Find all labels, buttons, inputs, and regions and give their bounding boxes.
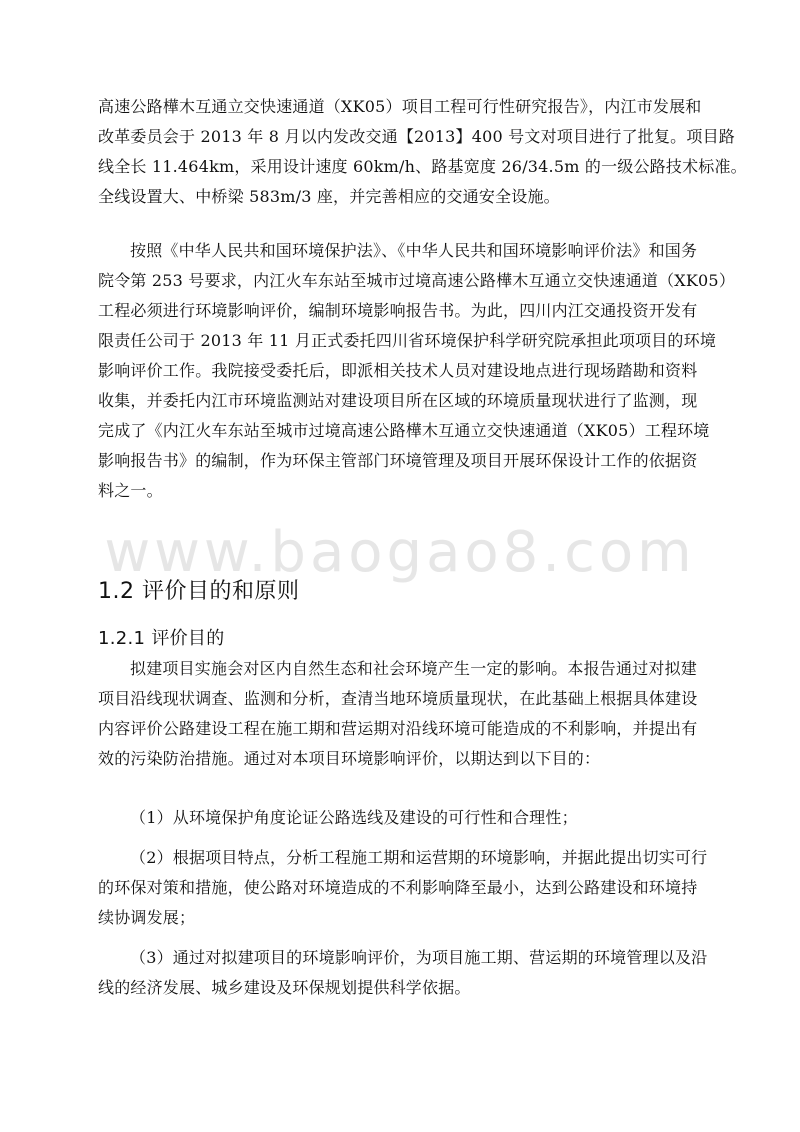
text-line: 按照《中华人民共和国环境保护法》、《中华人民共和国环境影响评价法》和国务 bbox=[130, 241, 698, 260]
list-item-2 bbox=[98, 843, 708, 933]
text-line: （3）通过对拟建项目的环境影响评价，为项目施工期、营运期的环境管理以及沿 bbox=[130, 948, 708, 967]
paragraph-assessment-purpose bbox=[98, 654, 698, 774]
watermark: www.baogao8.com bbox=[104, 520, 696, 585]
text-line: 项目沿线现状调查、监测和分析，查清当地环境质量现状，在此基础上根据具体建设 bbox=[98, 689, 698, 708]
text-line: 影响评价工作。我院接受委托后，即派相关技术人员对建设地点进行现场踏勘和资料 bbox=[98, 361, 698, 380]
list-item-1 bbox=[98, 803, 698, 833]
text-line: 效的污染防治措施。通过对本项目环境影响评价，以期达到以下目的： bbox=[98, 749, 601, 768]
text-line: 线的经济发展、城乡建设及环保规划提供科学依据。 bbox=[98, 978, 471, 997]
subsection-heading: 1.2.1 评价目的 bbox=[98, 628, 225, 649]
paragraph-project-approval bbox=[98, 92, 747, 212]
list-item-3 bbox=[98, 943, 708, 1003]
text-line: 工程必须进行环境影响评价，编制环境影响报告书。为此，四川内江交通投资开发有 bbox=[98, 301, 698, 320]
text-line: 拟建项目实施会对区内自然生态和社会环境产生一定的影响。本报告通过对拟建 bbox=[130, 659, 698, 678]
section-heading: 1.2 评价目的和原则 bbox=[98, 579, 300, 604]
text-line: 续协调发展； bbox=[98, 908, 196, 927]
text-line: 线全长 11.464km，采用设计速度 60km/h、路基宽度 26/34.5m 的一级公路技术标准。 bbox=[98, 157, 747, 176]
text-line: 院令第 253 号要求，内江火车东站至城市过境高速公路樺木互通立交快速通道（XK05） bbox=[98, 271, 736, 290]
text-line: 改革委员会于 2013 年 8 月以内发改交通【2013】400 号文对项目进行了批复。项目路 bbox=[98, 127, 735, 146]
text-line: 的环保对策和措施，使公路对环境造成的不利影响降至最小，达到公路建设和环境持 bbox=[98, 878, 698, 897]
text-line: 全线设置大、中桥梁 583m/3 座，并完善相应的交通安全设施。 bbox=[98, 187, 560, 206]
text-line: 内容评价公路建设工程在施工期和营运期对沿线环境可能造成的不利影响，并提出有 bbox=[98, 719, 698, 738]
text-line: （1）从环境保护角度论证公路选线及建设的可行性和合理性； bbox=[130, 808, 578, 827]
text-line: （2）根据项目特点，分析工程施工期和运营期的环境影响，并据此提出切实可行 bbox=[130, 848, 708, 867]
text-line: 料之一。 bbox=[98, 481, 163, 500]
text-line: 高速公路樺木互通立交快速通道（XK05）项目工程可行性研究报告》，内江市发展和 bbox=[98, 97, 702, 116]
paragraph-assessment-background bbox=[98, 236, 736, 506]
text-line: 收集，并委托内江市环境监测站对建设项目所在区域的环境质量现状进行了监测，现 bbox=[98, 391, 698, 410]
text-line: 影响报告书》的编制，作为环保主管部门环境管理及项目开展环保设计工作的依据资 bbox=[98, 451, 698, 470]
text-line: 限责任公司于 2013 年 11 月正式委托四川省环境保护科学研究院承担此项项目的环境 bbox=[98, 331, 717, 350]
text-line: 完成了《内江火车东站至城市过境高速公路樺木互通立交快速通道（XK05）工程环境 bbox=[98, 421, 710, 440]
